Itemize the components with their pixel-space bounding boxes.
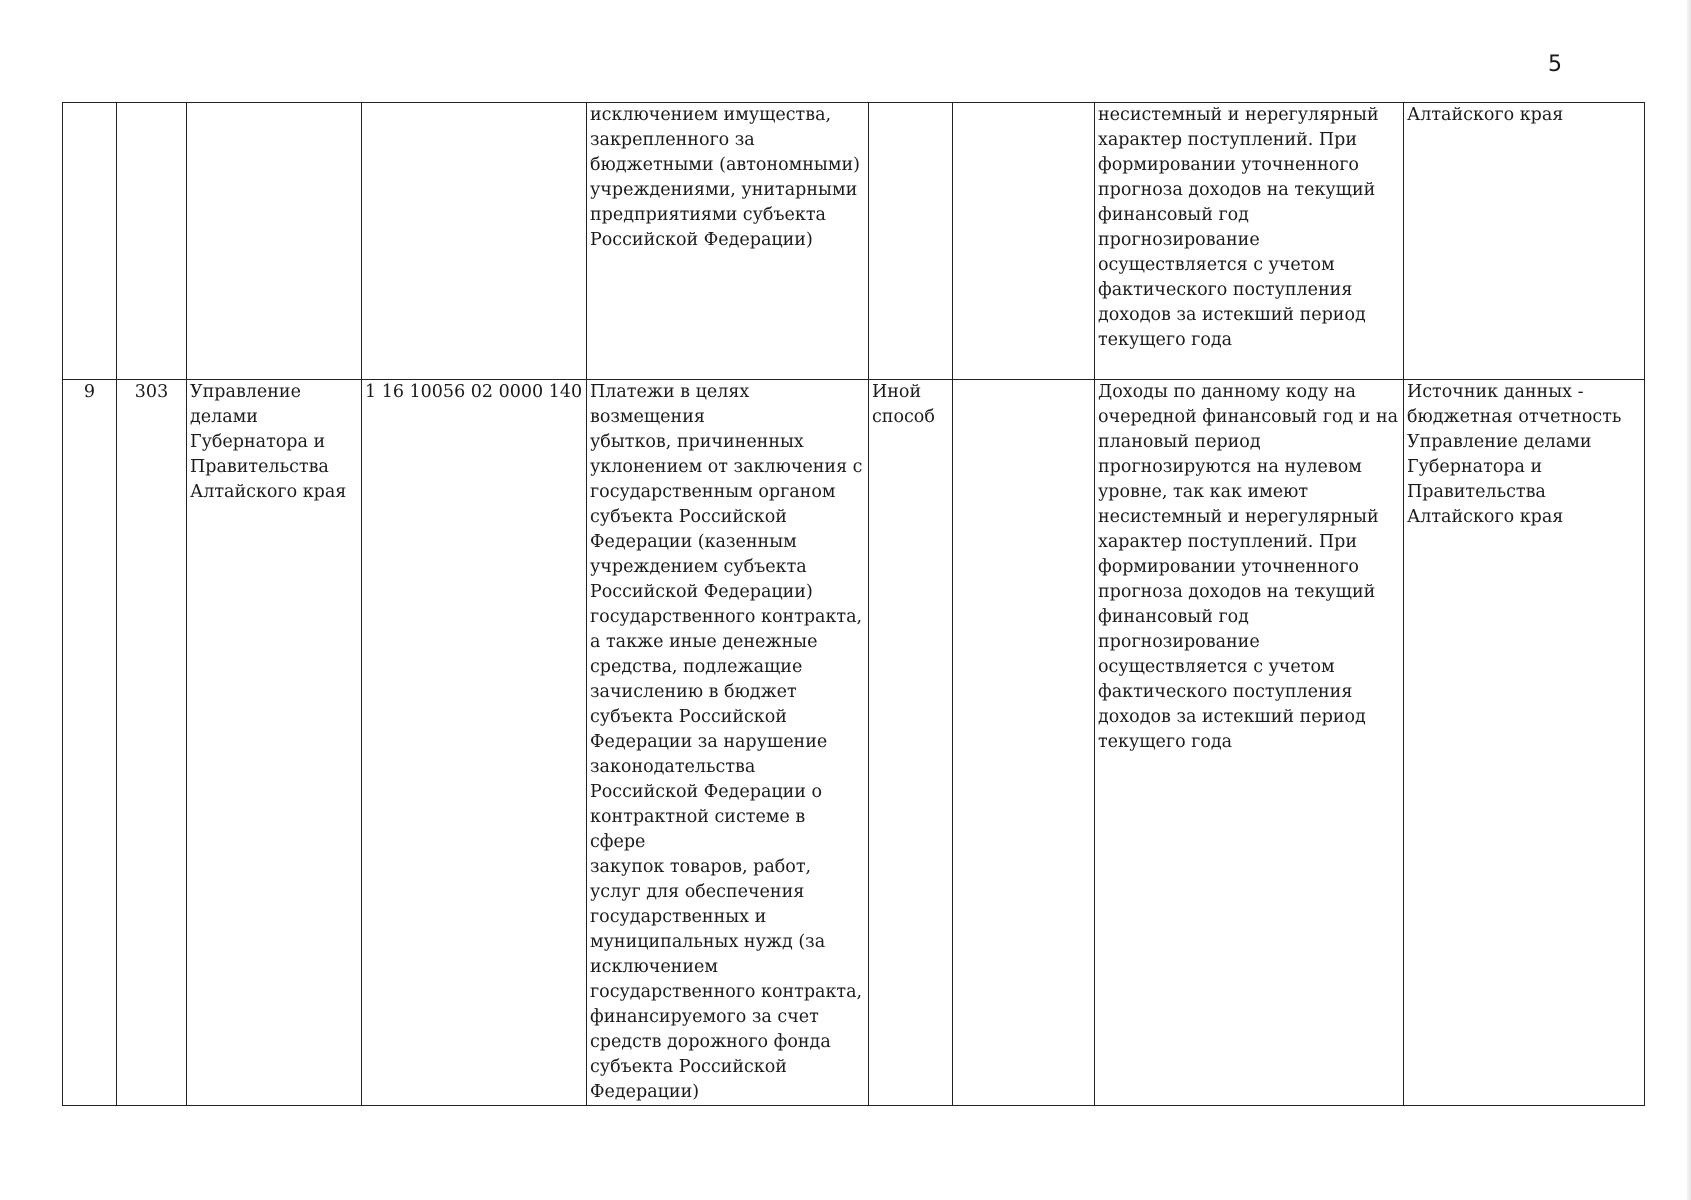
table-row	[63, 380, 1645, 1106]
table-row	[63, 103, 1645, 380]
row-number-cell: 9	[63, 380, 117, 1106]
row-number-cell	[63, 103, 117, 380]
scan-edge	[1687, 0, 1691, 1200]
revenue-name-cell: Платежи в целях возмещения убытков, причиненных уклонением от заключения с государственным органом субъекта Российской Федерации (казенным учреждением субъекта Российской Федерации) государственного контракта, а также иные денежные средства, подлежащие зачислению в бюджет субъекта Российской Федерации за нарушение законодательства Российской Федерации о контрактной системе в сфере закупок товаров, работ, услуг для обеспечения государственных и муниципальных нужд (за исключением государственного контракта, финансируемого за счет средств дорожного фонда субъекта Российской Федерации)	[587, 380, 869, 1106]
revenue-name-cell: исключением имущества, закрепленного за бюджетными (автономными) учреждениями, унитарными предприятиями субъекта Российской Федерации)	[587, 103, 869, 380]
formula-cell	[953, 103, 1095, 380]
algorithm-description-cell: Доходы по данному коду на очередной финансовый год и на плановый период прогнозируются на нулевом уровне, так как имеют несистемный и нерегулярный характер поступлений. При формировании уточненного прогноза доходов на текущий финансовый год прогнозирование осуществляется с учетом фактического поступления доходов за истекший период текущего года	[1095, 380, 1404, 1106]
administrator-name-cell	[187, 103, 362, 380]
data-source-cell: Алтайского края	[1404, 103, 1645, 380]
kbk-code-cell: 1 16 10056 02 0000 140	[362, 380, 587, 1106]
formula-cell	[953, 380, 1095, 1106]
admin-code-cell: 303	[117, 380, 187, 1106]
revenue-forecast-table	[62, 102, 1645, 1106]
algorithm-description-cell: несистемный и нерегулярный характер поступлений. При формировании уточненного прогноза доходов на текущий финансовый год прогнозирование осуществляется с учетом фактического поступления доходов за истекший период текущего года	[1095, 103, 1404, 380]
data-source-cell: Источник данных - бюджетная отчетность Управление делами Губернатора и Правительства Алтайского края	[1404, 380, 1645, 1106]
kbk-code-cell	[362, 103, 587, 380]
forecast-method-cell	[869, 103, 953, 380]
admin-code-cell	[117, 103, 187, 380]
forecast-method-cell: Иной способ	[869, 380, 953, 1106]
administrator-name-cell: Управление делами Губернатора и Правительства Алтайского края	[187, 380, 362, 1106]
page-number: 5	[1548, 52, 1562, 77]
